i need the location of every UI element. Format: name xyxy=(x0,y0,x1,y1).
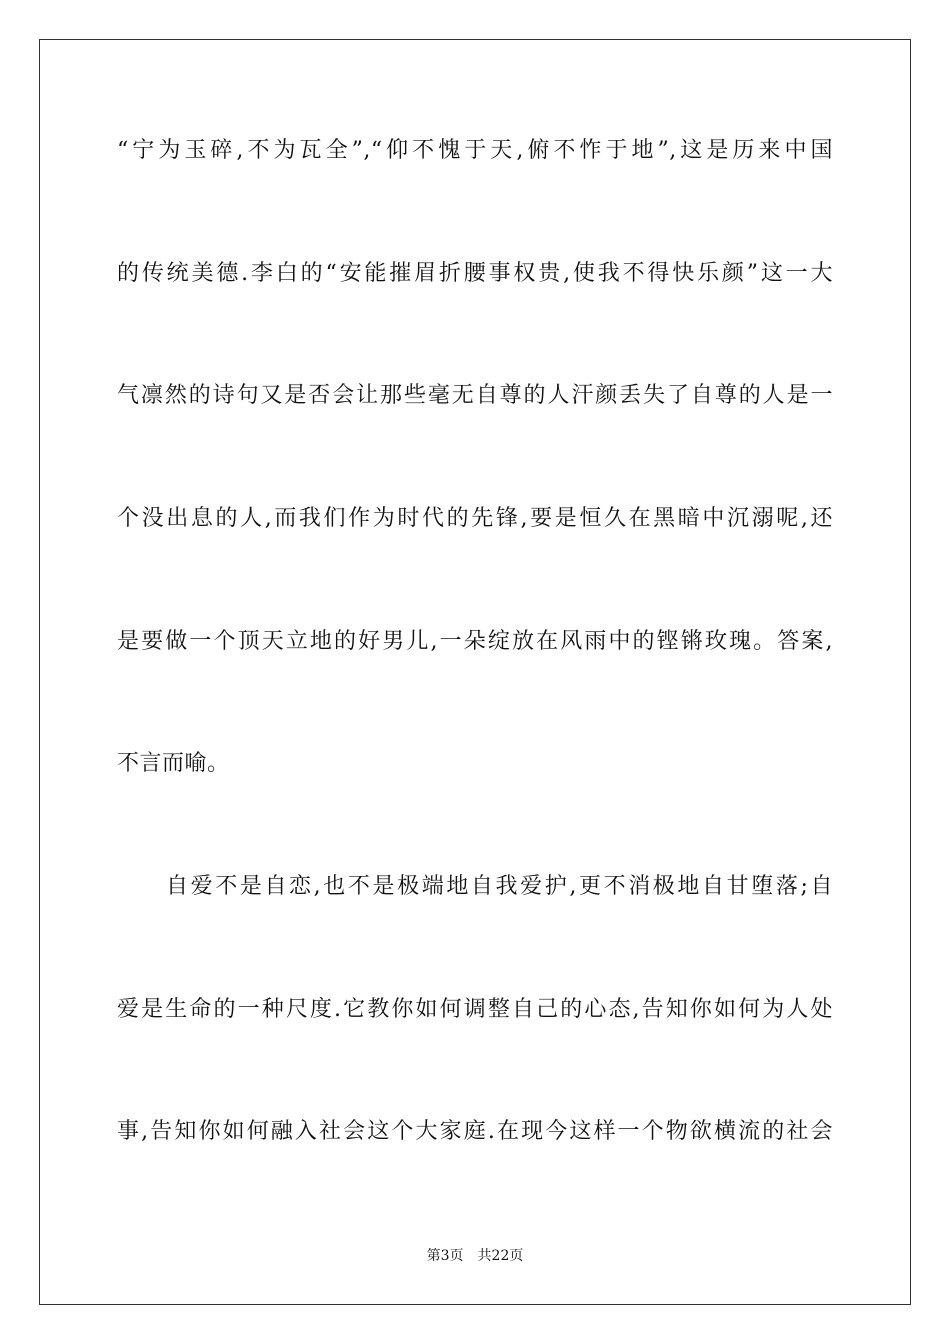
text-line-9: 事,告知你如何融入社会这个大家庭.在现今这样一个物欲横流的社会 xyxy=(117,1119,833,1144)
text-line-3: 气凛然的诗句又是否会让那些毫无自尊的人汗颜丢失了自尊的人是一 xyxy=(117,383,833,408)
text-line-8: 爱是生命的一种尺度.它教你如何调整自己的心态,告知你如何为人处 xyxy=(117,997,833,1022)
text-line-7: 自爱不是自恋,也不是极端地自我爱护,更不消极地自甘堕落;自 xyxy=(166,874,833,899)
text-line-4: 个没出息的人,而我们作为时代的先锋,要是恒久在黑暗中沉溺呢,还 xyxy=(117,506,833,531)
page-number: 第3页 xyxy=(426,1248,464,1264)
page-footer xyxy=(0,1246,950,1266)
text-line-2: 的传统美德.李白的“安能摧眉折腰事权贵,使我不得快乐颜”这一大 xyxy=(117,261,833,286)
text-line-1: “宁为玉碎,不为瓦全”,“仰不愧于天,俯不怍于地”,这是历来中国 xyxy=(117,138,833,163)
page-total: 共22页 xyxy=(477,1248,524,1264)
text-line-6: 不言而喻。 xyxy=(117,751,230,776)
text-line-5: 是要做一个顶天立地的好男儿,一朵绽放在风雨中的铿锵玫瑰。答案, xyxy=(117,629,833,654)
page-frame xyxy=(39,39,911,1305)
